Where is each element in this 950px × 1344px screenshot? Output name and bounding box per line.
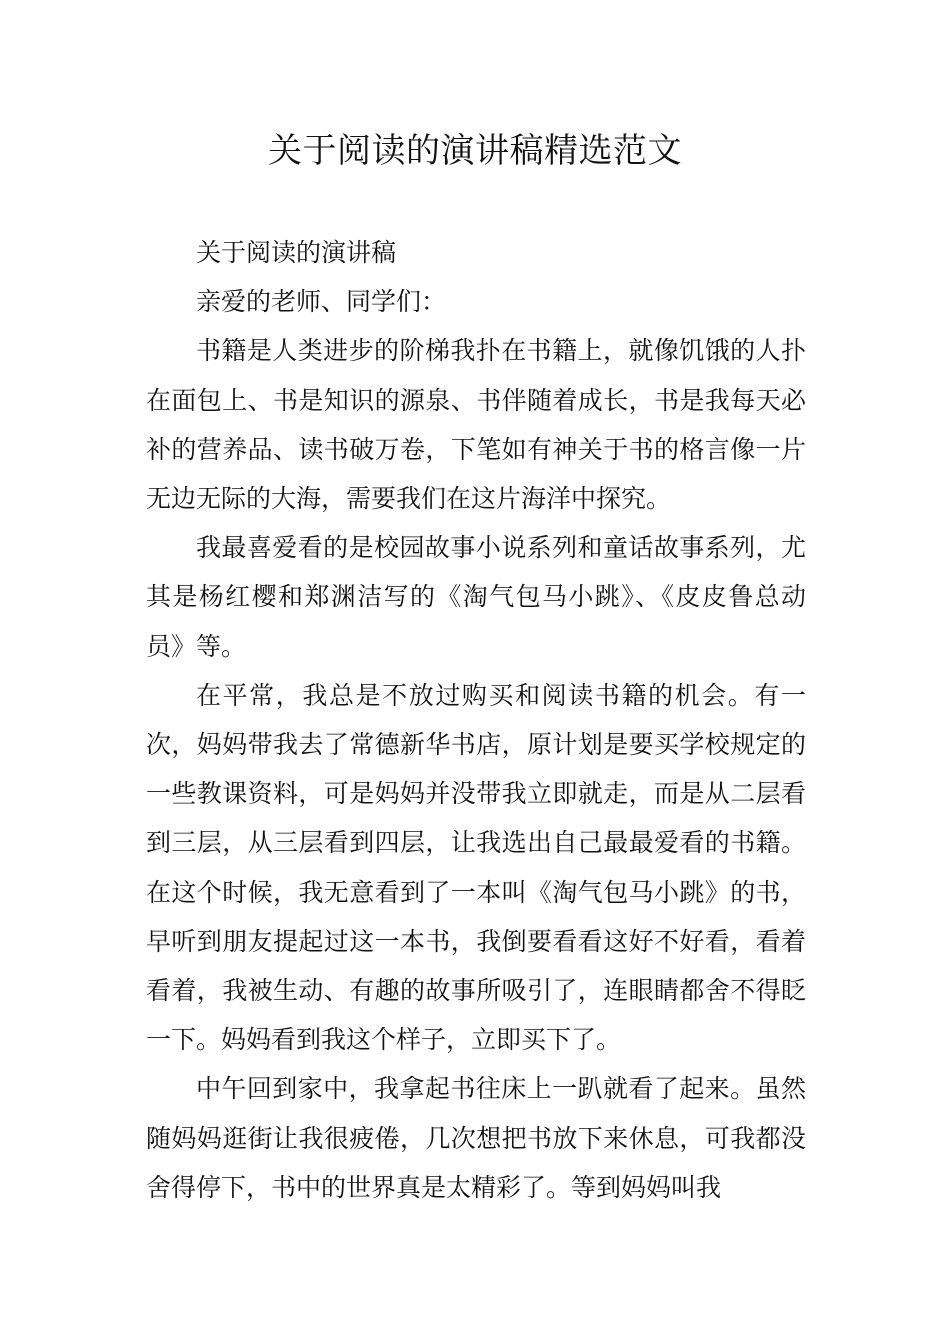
paragraph-salutation: 亲爱的老师、同学们： — [196, 287, 447, 317]
paragraph: 我最喜爱看的是校园故事小说系列和童话故事系列，尤其是杨红樱和郑渊洁写的《淘气包马小跳》、《皮皮鲁总动员》等。 — [146, 533, 806, 661]
document-body — [146, 228, 806, 1212]
paragraph-subtitle: 关于阅读的演讲稿 — [196, 238, 397, 267]
paragraph: 书籍是人类进步的阶梯我扑在书籍上，就像饥饿的人扑在面包上、书是知识的源泉、书伴随着成长，书是我每天必补的营养品、读书破万卷，下笔如有神关于书的格言像一片无边无际的大海，需要我们在这片海洋中探究。 — [146, 336, 806, 514]
paragraph: 在平常，我总是不放过购买和阅读书籍的机会。有一次，妈妈带我去了常德新华书店，原计划是要买学校规定的一些教课资料，可是妈妈并没带我立即就走，而是从二层看到三层，从三层看到四层，让我选出自己最最爱看的书籍。在这个时候，我无意看到了一本叫《淘气包马小跳》的书，早听到朋友提起过这一本书，我倒要看看这好不好看，看着看着，我被生动、有趣的故事所吸引了，连眼睛都舍不得眨一下。妈妈看到我这个样子，立即买下了。 — [146, 680, 806, 1055]
paragraph: 中午回到家中，我拿起书往床上一趴就看了起来。虽然随妈妈逛街让我很疲倦，几次想把书放下来休息，可我都没舍得停下，书中的世界真是太精彩了。等到妈妈叫我 — [146, 1074, 806, 1202]
document-title: 关于阅读的演讲稿精选范文 — [268, 131, 682, 171]
